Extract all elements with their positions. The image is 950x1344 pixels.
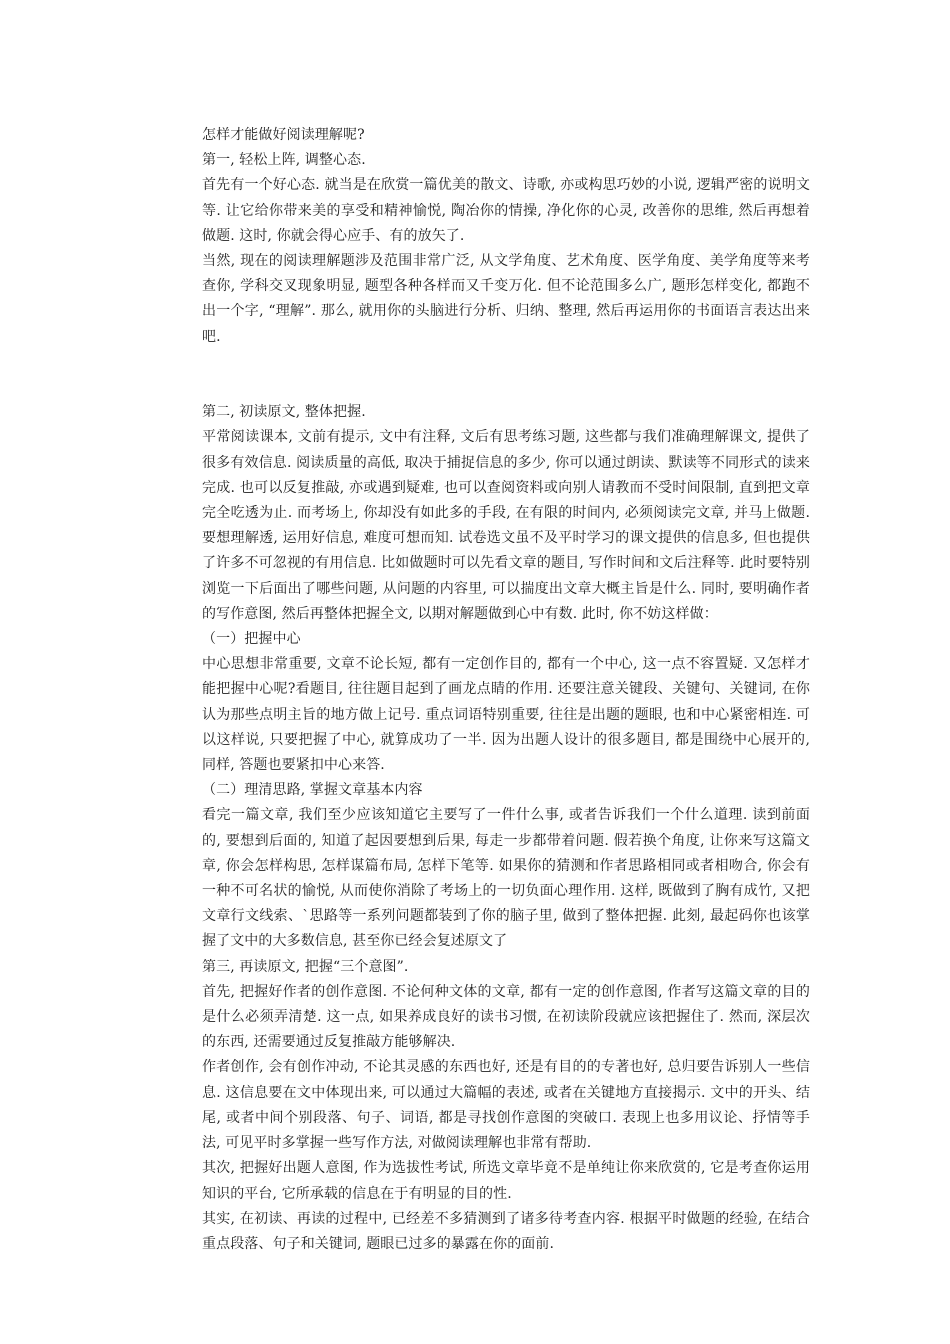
paragraph: 平常阅读课本, 文前有提示, 文中有注释, 文后有思考练习题, 这些都与我们准确理解课文, 提供了很多有效信息. 阅读质量的高低, 取决于捕捉信息的多少, 你可以通过朗读、默读等不同形式的读来完成. 也可以反复推敲, 亦或遇到疑难, 也可以查阅资料或向别人请教而不受时间限制, 直到把文章完全吃透为止. 而考场上, 你却没有如此多的手段, 在有限的时间内, 必须阅读完文章, 并马上做题. 要想理解透, 运用好信息, 难度可想而知. 试卷选文虽不及平时学习的课文提供的信息多, 但也提供了许多不可忽视的有用信息. 比如做题时可以先看文章的题目, 写作时间和文后注释等. 此时要特别浏览一下后面出了哪些问题, 从问题的内容里, 可以揣度出文章大概主旨是什么. 同时, 要明确作者的写作意图, 然后再整体把握全文, 以期对解题做到心中有数. 此时, 你不妨这样做： — [202, 429, 810, 622]
paragraph: 看完一篇文章, 我们至少应该知道它主要写了一件什么事, 或者告诉我们一个什么道理. 读到前面的, 要想到后面的, 知道了起因要想到后果, 每走一步都带着问题. 假若换个角度, 让你来写这篇文章, 你会怎样构思, 怎样谋篇布局, 怎样下笔等. 如果你的猜测和作者思路相同或者相吻合, 你会有一种不可名状的愉悦, 从而使你消除了考场上的一切负面心理作用. 这样, 既做到了胸有成竹, 又把文章行文线索、`思路等一系列问题都装到了你的脑子里, 做到了整体把握. 此刻, 最起码你也该掌握了文中的大多数信息, 甚至你已经会复述原文了 — [202, 807, 810, 950]
sub-heading: （二）理清思路, 掌握文章基本内容 — [202, 782, 423, 799]
paragraph: 当然, 现在的阅读理解题涉及范围非常广泛, 从文学角度、艺术角度、医学角度、美学角度等来考查你, 学科交叉现象明显, 题型各种各样而又千变万化. 但不论范围多么广, 题形怎样变化, 都跑不出一个字, “理解”. 那么, 就用你的头脑进行分析、归纳、整理, 然后再运用你的书面语言表达出来吧. — [202, 253, 810, 345]
paragraph: 首先有一个好心态. 就当是在欣赏一篇优美的散文、诗歌, 亦或构思巧妙的小说, 逻辑严密的说明文等. 让它给你带来美的享受和精神愉悦, 陶冶你的情操, 净化你的心灵, 改善你的思维, 然后再想着做题. 这时, 你就会得心应手、有的放矢了. — [202, 177, 810, 244]
paragraph: 作者创作, 会有创作冲动, 不论其灵感的东西也好, 还是有目的的专著也好, 总归要告诉别人一些信息. 这信息要在文中体现出来, 可以通过大篇幅的表述, 或者在关键地方直接揭示. 文中的开头、结尾, 或者中间个别段落、句子、词语, 都是寻找创作意图的突破口. 表现上也多用议论、抒情等手法, 可见平时多掌握一些写作方法, 对做阅读理解也非常有帮助. — [202, 1059, 810, 1152]
section-heading: 第二, 初读原文, 整体把握. — [202, 404, 366, 421]
blank-line — [202, 350, 810, 375]
paragraph: 其次, 把握好出题人意图, 作为选拔性考试, 所选文章毕竟不是单纯让你来欣赏的, 它是考查你运用知识的平台, 它所承载的信息在于有明显的目的性. — [202, 1160, 810, 1202]
paragraph: 第一, 轻松上阵, 调整心态. — [202, 152, 366, 169]
section-heading: 第三, 再读原文, 把握“三个意图”. — [202, 958, 409, 975]
paragraph: 中心思想非常重要, 文章不论长短, 都有一定创作目的, 都有一个中心, 这一点不容置疑. 又怎样才能把握中心呢?看题目, 往往题目起到了画龙点睛的作用. 还要注意关键段、关键句、关键词, 在你认为那些点明主旨的地方做上记号. 重点词语特别重要, 往往是出题的题眼, 也和中心紧密相连. 可以这样说, 只要把握了中心, 就算成功了一半. 因为出题人设计的很多题目, 都是围绕中心展开的, 同样, 答题也要紧扣中心来答. — [202, 656, 810, 774]
paragraph: 首先, 把握好作者的创作意图. 不论何种文体的文章, 都有一定的创作意图, 作者写这篇文章的目的是什么必须弄清楚. 这一点, 如果养成良好的读书习惯, 在初读阶段就应该把握住了. 然而, 深层次的东西, 还需要通过反复推敲方能够解决. — [202, 983, 810, 1051]
document-title: 怎样才能做好阅读理解呢? — [202, 127, 365, 143]
sub-heading: （一）把握中心 — [202, 631, 301, 648]
blank-line — [202, 375, 810, 400]
paragraph: 其实, 在初读、再读的过程中, 已经差不多猜测到了诸多待考查内容. 根据平时做题的经验, 在结合重点段落、句子和关键词, 题眼已过多的暴露在你的面前. — [202, 1210, 810, 1252]
document-body — [202, 123, 810, 1257]
